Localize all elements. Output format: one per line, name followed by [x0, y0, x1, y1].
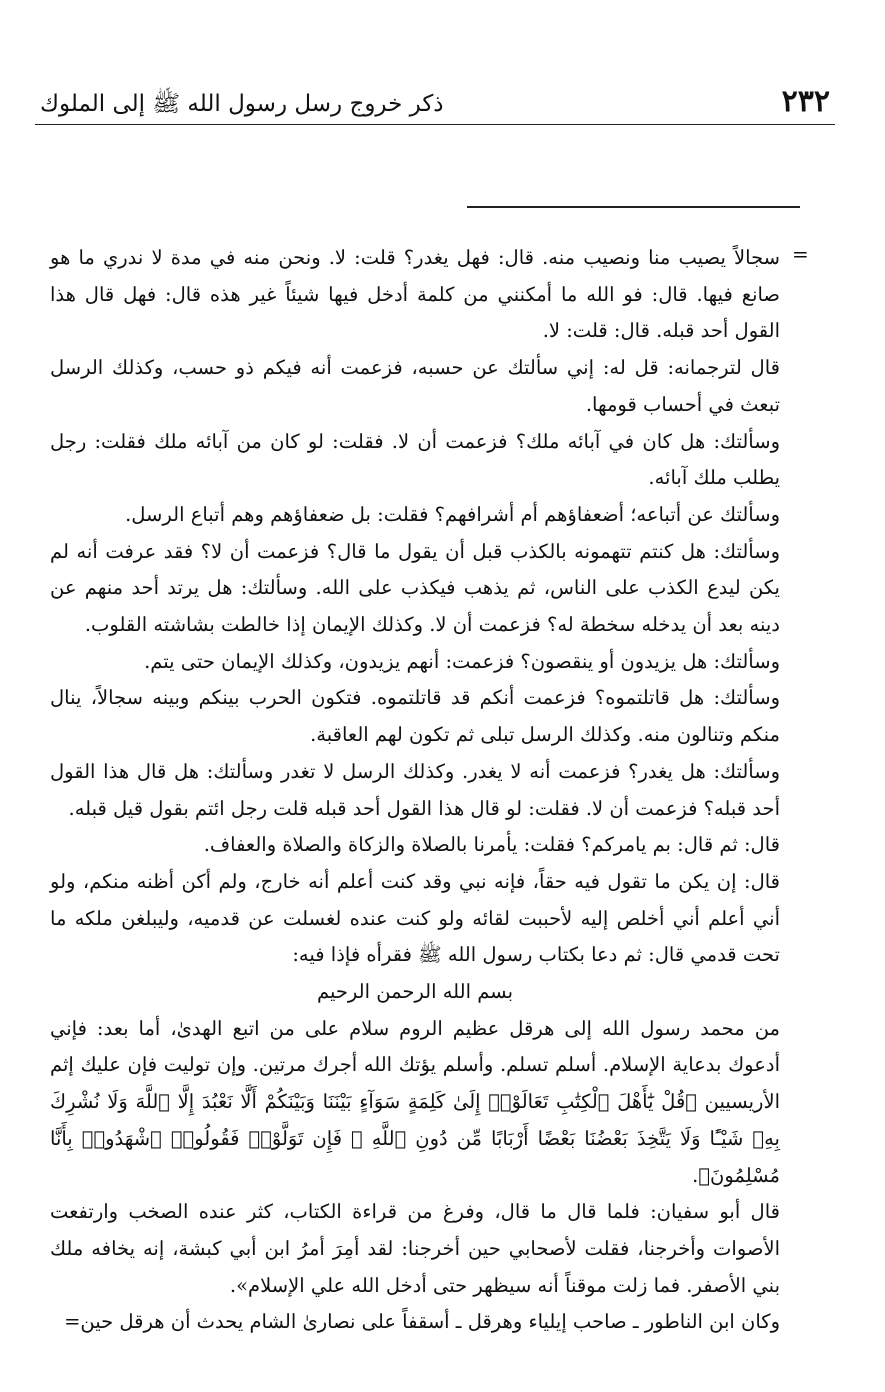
- page-header: [40, 80, 830, 120]
- paragraph: سجالاً يصيب منا ونصيب منه. قال: فهل يغدر؟ قلت: لا. ونحن منه في مدة لا ندري ما هو صانع فيها. قال: فو الله ما أمكنني من كلمة أدخل فيها شيئاً غير هذه قال: فهل قال هذا القول أحد قبله. قال: قلت: لا.: [50, 246, 780, 343]
- basmala-heading: بسم الله الرحمن الرحيم: [317, 980, 513, 1004]
- header-rule: [35, 124, 835, 125]
- body-text: [50, 240, 780, 1341]
- page-number: ٢٣٢: [781, 84, 830, 119]
- paragraph: وسألتك: هل يزيدون أو ينقصون؟ فزعمت: أنهم يزيدون، وكذلك الإيمان حتى يتم.: [144, 649, 780, 673]
- paragraph: وسألتك عن أتباعه؛ أضعفاؤهم أم أشرافهم؟ فقلت: بل ضعفاؤهم وهم أتباع الرسل.: [125, 502, 780, 526]
- paragraph: وكان ابن الناطور ـ صاحب إيلياء وهرقل ـ أسقفاً على نصارىٰ الشام يحدث أن هرقل حين=: [64, 1310, 780, 1334]
- paragraph: وسألتك: هل يغدر؟ فزعمت أنه لا يغدر. وكذلك الرسل لا تغدر وسألتك: هل قال هذا القول أحد قبله؟ فزعمت أن لا. فقلت: لو قال هذا القول أحد قبله قلت رجل ائتم بقول قيل قبله.: [50, 759, 780, 820]
- paragraph: من محمد رسول الله إلى هرقل عظيم الروم سلام على من اتبع الهدىٰ، أما بعد: فإني أدعوك بدعاية الإسلام. أسلم تسلم. وأسلم يؤتك الله أجرك مرتين. وإن توليت فإن عليك إثم الأريسيين ﴿قُلْ يَٰٓأَهْلَ ٱلْكِتَٰبِ تَعَالَوْا۟ إِلَىٰ كَلِمَةٍ سَوَآءٍ بَيْنَنَا وَبَيْنَكُمْ أَلَّا نَعْبُدَ إِلَّا ٱللَّهَ وَلَا نُشْرِكَ بِهِۦ شَيْـًٔا وَلَا يَتَّخِذَ بَعْضُنَا بَعْضًا أَرْبَابًا مِّن دُونِ ٱللَّهِ ۚ فَإِن تَوَلَّوْا۟ فَقُولُوا۟ ٱشْهَدُوا۟ بِأَنَّا مُسْلِمُونَ﴾.: [50, 1016, 780, 1187]
- paragraph: قال: إن يكن ما تقول فيه حقاً، فإنه نبي وقد كنت أعلم أنه خارج، ولم أكن أظنه منكم، ولو أني أعلم أني أخلص إليه لأحببت لقائه ولو كنت عنده لغسلت عن قدميه، وليبلغن ملكه ما تحت قدمي قال: ثم دعا بكتاب رسول الله ﷺ فقرأه فإذا فيه:: [50, 869, 780, 967]
- paragraph: وسألتك: هل قاتلتموه؟ فزعمت أنكم قد قاتلتموه. فتكون الحرب بينكم وبينه سجالاً، ينال منكم وتنالون منه. وكذلك الرسل تبلى ثم تكون لهم العاقبة.: [50, 686, 780, 747]
- paragraph: قال أبو سفيان: فلما قال ما قال، وفرغ من قراءة الكتاب، كثر عنده الصخب وارتفعت الأصوات وأخرجنا، فقلت لأصحابي حين أخرجنا: لقد أمِرَ أمرُ ابن أبي كبشة، إنه يخافه ملك بني الأصفر. فما زلت موقناً أنه سيظهر حتى أدخل الله علي الإسلام».: [50, 1200, 780, 1297]
- separator-rule: [467, 206, 800, 208]
- continuation-mark: =: [792, 242, 809, 266]
- running-title: ذكر خروج رسل رسول الله ﷺ إلى الملوك: [40, 91, 444, 117]
- paragraph: وسألتك: هل كنتم تتهمونه بالكذب قبل أن يقول ما قال؟ فزعمت أن لا؟ فقد عرفت أنه لم يكن ليدع الكذب على الناس، ثم يذهب فيكذب على الله. وسألتك: هل يرتد أحد منهم عن دينه بعد أن يدخله سخطة له؟ فزعمت أن لا. وكذلك الإيمان إذا خالطت بشاشته القلوب.: [50, 539, 780, 637]
- paragraph: وسألتك: هل كان في آبائه ملك؟ فزعمت أن لا. فقلت: لو كان من آبائه ملك فقلت: رجل يطلب ملك آبائه.: [50, 429, 780, 490]
- paragraph: قال: ثم قال: بم يامركم؟ فقلت: يأمرنا بالصلاة والزكاة والصلاة والعفاف.: [203, 833, 780, 857]
- paragraph: قال لترجمانه: قل له: إني سألتك عن حسبه، فزعمت أنه فيكم ذو حسب، وكذلك الرسل تبعث في أحساب قومها.: [50, 356, 780, 416]
